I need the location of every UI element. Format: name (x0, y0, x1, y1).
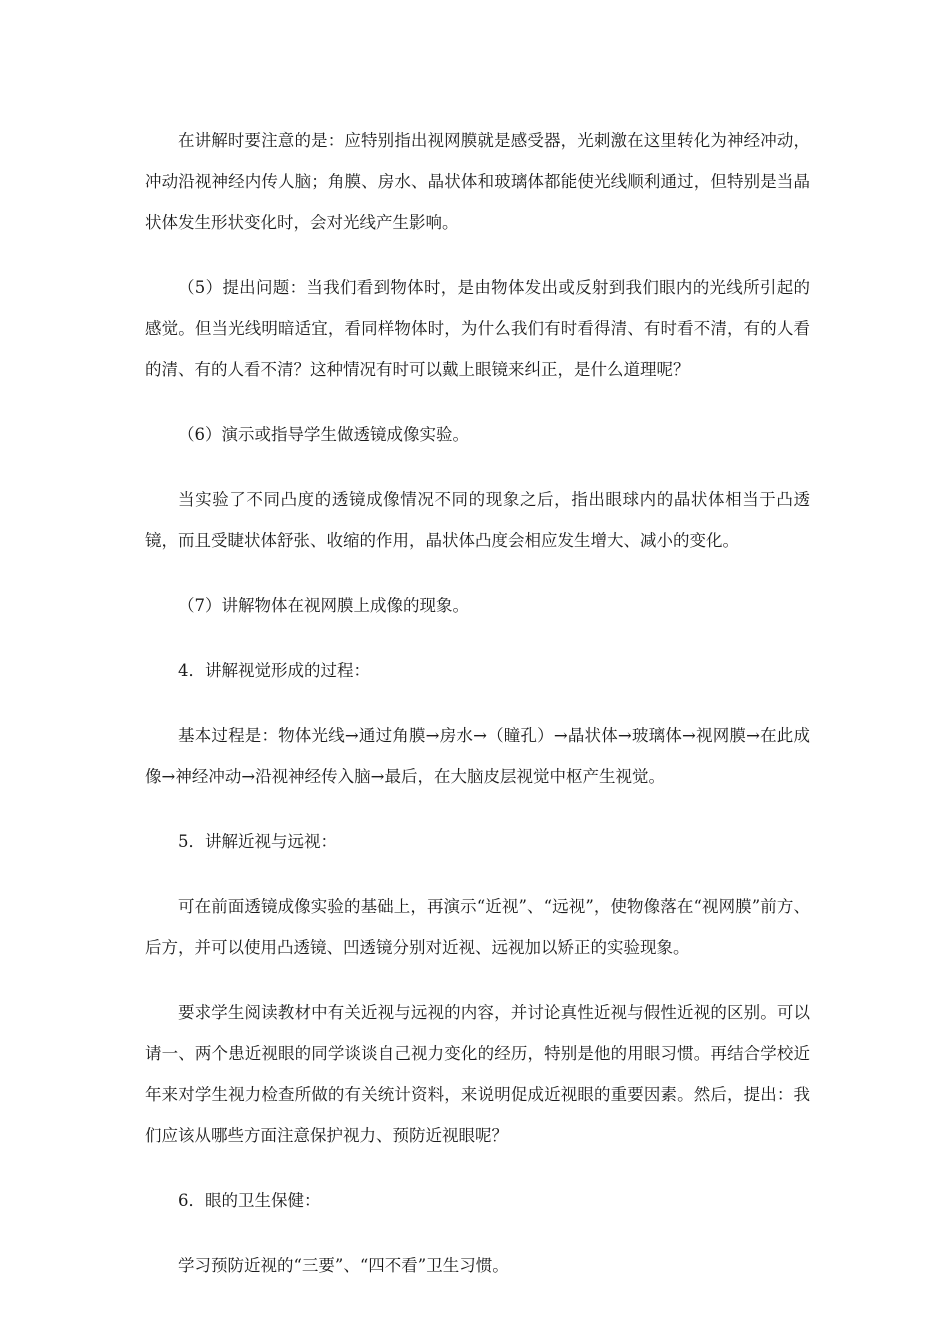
paragraph-retina-note: 在讲解时要注意的是：应特别指出视网膜就是感受器，光刺激在这里转化为神经冲动，冲动沿视神经内传人脑；角膜、房水、晶状体和玻璃体都能使光线顺利通过，但特别是当晶状体发生形状变化时，会对光线产生影响。 (145, 131, 810, 232)
paragraph-step-6-experiment: （6）演示或指导学生做透镜成像实验。 (178, 425, 469, 444)
heading-section-6: 6．眼的卫生保健： (178, 1191, 321, 1210)
paragraph-vision-process: 基本过程是：物体光线→通过角膜→房水→（瞳孔）→晶状体→玻璃体→视网膜→在此成像→神经冲动→沿视神经传入脑→最后，在大脑皮层视觉中枢产生视觉。 (145, 726, 810, 786)
document-body (145, 120, 810, 1310)
paragraph-myopia-discussion: 要求学生阅读教材中有关近视与远视的内容，并讨论真性近视与假性近视的区别。可以请一、两个患近视眼的同学谈谈自己视力变化的经历，特别是他的用眼习惯。再结合学校近年来对学生视力检查所做的有关统计资料，来说明促成近视眼的重要因素。然后，提出：我们应该从哪些方面注意保护视力、预防近视眼呢？ (145, 1003, 810, 1145)
paragraph-step-7-imaging: （7）讲解物体在视网膜上成像的现象。 (178, 596, 469, 615)
heading-section-4: 4．讲解视觉形成的过程： (178, 661, 370, 680)
paragraph-step-5-question: （5）提出问题：当我们看到物体时，是由物体发出或反射到我们眼内的光线所引起的感觉。但当光线明暗适宜，看同样物体时，为什么我们有时看得清、有时看不清，有的人看的清、有的人看不清？这种情况有时可以戴上眼镜来纠正，是什么道理呢？ (145, 278, 810, 379)
paragraph-myopia-demo: 可在前面透镜成像实验的基础上，再演示“近视”、“远视”，使物像落在“视网膜”前方、后方，并可以使用凸透镜、凹透镜分别对近视、远视加以矫正的实验现象。 (145, 897, 810, 957)
heading-section-5: 5．讲解近视与远视： (178, 832, 337, 851)
paragraph-eye-hygiene: 学习预防近视的“三要”、“四不看”卫生习惯。 (178, 1256, 509, 1275)
paragraph-lens-explanation: 当实验了不同凸度的透镜成像情况不同的现象之后，指出眼球内的晶状体相当于凸透镜，而且受睫状体舒张、收缩的作用，晶状体凸度会相应发生增大、减小的变化。 (145, 490, 810, 550)
